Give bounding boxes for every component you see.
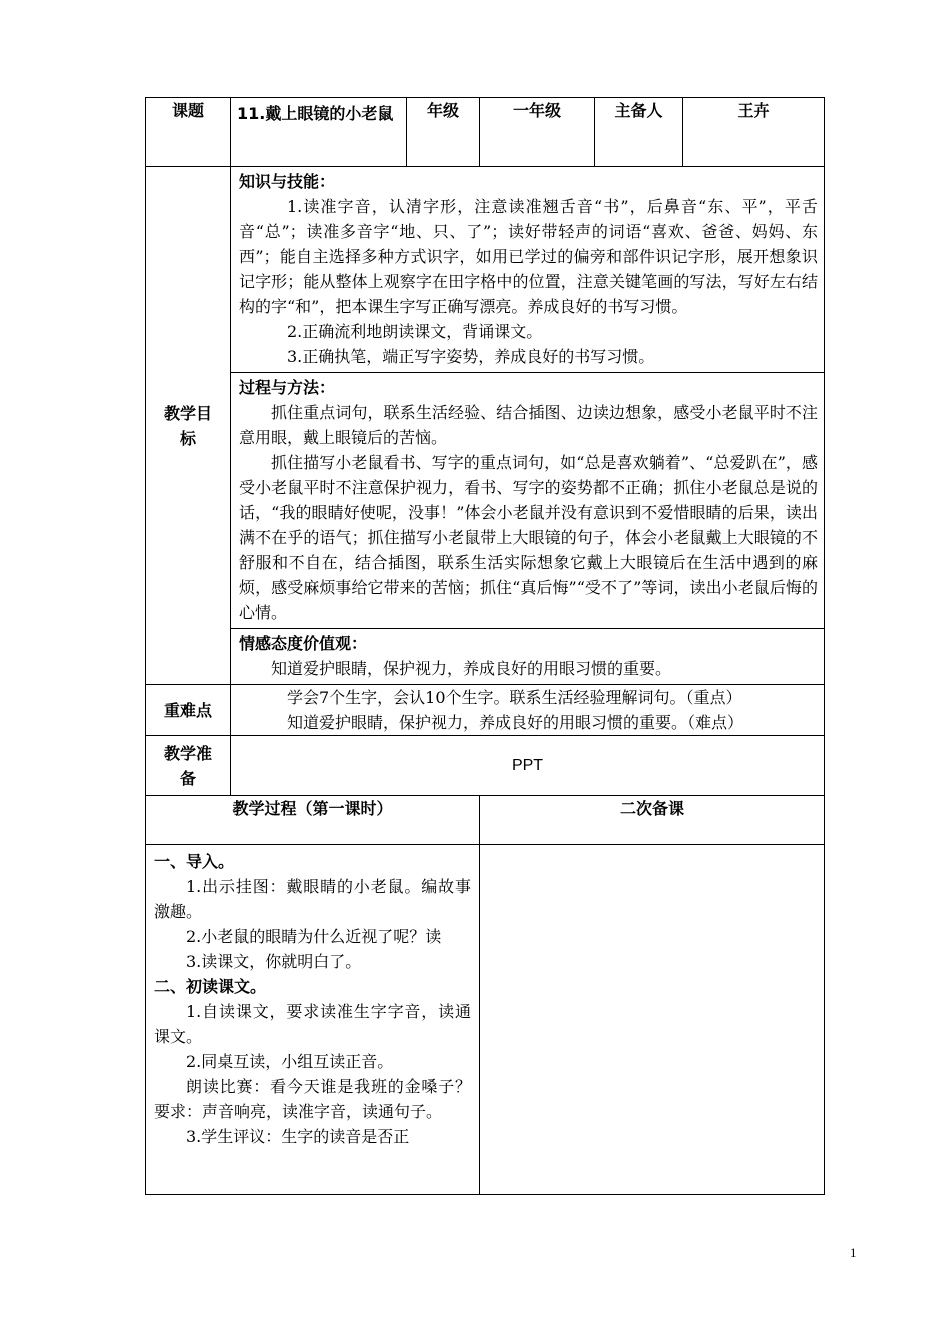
process-header-left: 教学过程（第一课时） [146,796,480,845]
preparation-label: 教学准备 [146,736,231,796]
grade-value: 一年级 [480,98,595,167]
preparation-value: PPT [231,736,825,796]
emotion-paragraph: 知道爱护眼睛，保护视力，养成良好的用眼习惯的重要。 [271,659,672,678]
step-item: 2.小老鼠的眼睛为什么近视了呢？读 [186,927,442,946]
step-title: 一、导入。 [154,852,235,871]
key-point-line: 知道爱护眼睛，保护视力，养成良好的用眼习惯的重要。（难点） [287,713,744,732]
process-section [231,373,824,629]
emotion-title: 情感态度价值观： [239,634,368,653]
emotion-section [231,629,824,684]
second-prep-cell [480,845,825,1195]
step-item: 1.自读课文，要求读准生字字音，读通课文。 [154,1002,472,1046]
step-item: 3.读课文，你就明白了。 [186,952,362,971]
lesson-plan-table [145,97,825,1195]
key-points-label: 重难点 [146,685,231,736]
grade-label: 年级 [407,98,480,167]
knowledge-paragraph: 1.读准字音，认清字形，注意读准翘舌音“书”，后鼻音“东、平”，平舌音“总”；读准多音字“地、只、了”；读好带轻声的词语“喜欢、爸爸、妈妈、东西”；能自主选择多种方式识字，如用已学过的偏旁和部件识记字形，展开想象识记字形；能从整体上观察字在田字格中的位置，注意关键笔画的写法，写好左右结构的字“和”，把本课生字写正确写漂亮。养成良好的书写习惯。 [239,197,819,316]
process-header-right: 二次备课 [480,796,825,845]
process-paragraph: 抓住描写小老鼠看书、写字的重点词句，如“总是喜欢躺着”、“总爱趴在”，感受小老鼠平时不注意保护视力，看书、写字的姿势都不正确；抓住小老鼠总是说的话，“我的眼睛好使呢，没事！”体会小老鼠并没有意识到不爱惜眼睛的后果，读出满不在乎的语气；抓住描写小老鼠带上大眼镜的句子，体会小老鼠戴上大眼镜的不舒服和不自在，结合插图，联系生活实际想象它戴上大眼镜后在生活中遇到的麻烦，感受麻烦事给它带来的苦恼；抓住“真后悔”“受不了”等词，读出小老鼠后悔的心情。 [239,453,819,622]
goals-content [231,167,825,685]
knowledge-paragraph: 3.正确执笔，端正写字姿势，养成良好的书写习惯。 [287,347,655,366]
process-header-row [146,796,825,845]
goals-row [146,167,825,685]
step-item: 2.同桌互读，小组互读正音。 [186,1052,394,1071]
knowledge-title: 知识与技能： [239,172,336,191]
course-value: 11.戴上眼镜的小老鼠 [231,98,407,167]
preparer-value: 王卉 [683,98,825,167]
key-point-line: 学会7个生字，会认10个生字。联系生活经验理解词句。（重点） [287,688,742,707]
process-left-cell [146,845,480,1195]
key-points-content [231,685,825,736]
course-label: 课题 [146,98,231,167]
knowledge-section [231,167,824,373]
page-number: 1 [850,1245,857,1260]
process-paragraph: 抓住重点词句，联系生活经验、结合插图、边读边想象，感受小老鼠平时不注意用眼，戴上眼镜后的苦恼。 [239,403,819,447]
process-title: 过程与方法： [239,378,336,397]
preparation-row [146,736,825,796]
step-item: 朗读比赛：看今天谁是我班的金嗓子？要求：声音响亮，读准字音，读通句子。 [154,1077,472,1121]
preparer-label: 主备人 [595,98,683,167]
process-steps [146,845,479,1194]
key-points-row [146,685,825,736]
step-item: 1.出示挂图：戴眼睛的小老鼠。编故事激趣。 [154,877,472,921]
process-body-row [146,845,825,1195]
knowledge-paragraph: 2.正确流利地朗读课文，背诵课文。 [287,322,543,341]
goals-label: 教学目标 [146,167,231,685]
step-title: 二、初读课文。 [154,977,267,996]
header-row [146,98,825,167]
step-item: 3.学生评议：生字的读音是否正 [186,1127,410,1146]
